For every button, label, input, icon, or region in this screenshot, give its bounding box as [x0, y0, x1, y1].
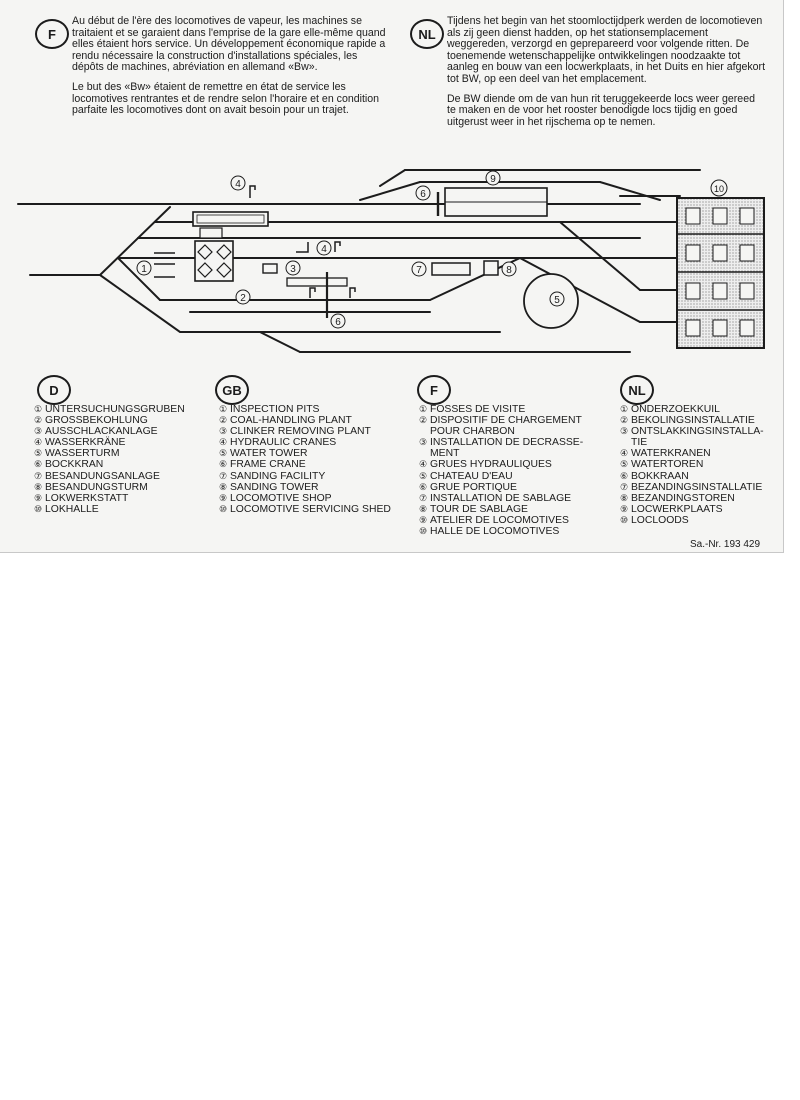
legend-number: ⑦: [620, 481, 629, 492]
clinker-removing-plant: [263, 264, 277, 273]
legend-item: [34, 404, 209, 415]
legend-text: SANDING FACILITY: [230, 470, 326, 482]
legend-item: [219, 482, 399, 493]
french-paragraph-1: Au début de l'ère des locomotives de vapeur, les machines se traitaient et se garaient dans l'emprise de la gare elle-même quand elles étaient hors service. Un développement économique rapide a rendu nécessaire la construction d'installations spéciales, les dépôts de machines, abréviation en allemand «Bw».: [72, 15, 386, 74]
legend-number: ⑤: [34, 448, 43, 459]
callout-10: [711, 180, 727, 196]
callout-5-text: 5: [554, 295, 560, 306]
callout-2-text: 2: [240, 293, 246, 304]
legend-text: DISPOSITIF DE CHARGEMENT POUR CHARBON: [430, 415, 582, 438]
sanding-facility: [432, 263, 470, 275]
legend-text: TOUR DE SABLAGE: [430, 503, 528, 515]
callout-8: [502, 262, 516, 276]
legend-number: ⑥: [219, 459, 228, 470]
legend-number: ⑩: [620, 514, 629, 525]
legend-item: [34, 426, 209, 437]
legend-item: [34, 504, 209, 515]
legend-number: ⑤: [620, 459, 629, 470]
legend-number: ②: [219, 415, 228, 426]
legend-number: ①: [219, 404, 228, 414]
callout-6-upper-text: 6: [420, 189, 426, 200]
legend-text: CLINKER REMOVING PLANT: [230, 426, 371, 438]
legend-item: [34, 448, 209, 459]
callout-10-text: 10: [713, 184, 725, 194]
legend-text: LOCLOODS: [631, 514, 689, 526]
legend-number: ⑥: [34, 459, 43, 470]
callout-6-lower: [331, 314, 345, 328]
legend-item: [419, 515, 609, 526]
callout-9-text: 9: [490, 174, 496, 185]
legend-text: GRUES HYDRAULIQUES: [430, 459, 552, 471]
legend-item: [419, 415, 609, 437]
legend-item: [620, 404, 780, 415]
legend-text: ATELIER DE LOCOMOTIVES: [430, 514, 569, 526]
legend-english-badge: GB: [215, 375, 249, 405]
legend-text: HALLE DE LOCOMOTIVES: [430, 526, 560, 538]
legend-number: ②: [34, 415, 43, 426]
legend-item: [419, 493, 609, 504]
inspection-pits: [154, 253, 175, 277]
legend-item: [620, 448, 780, 459]
legend-item: [620, 471, 780, 482]
legend-text: INSTALLATION DE DECRASSE- MENT: [430, 437, 584, 460]
callout-4-middle: [317, 241, 331, 255]
french-paragraph-2: Le but des «Bw» étaient de remettre en état de service les locomotives rentrantes et de rendre selon l'horaire et en condition parfaite les locomotives dont on avait besoin pour un trajet.: [72, 80, 380, 117]
legend-number: ④: [419, 459, 428, 470]
legend-number: ④: [219, 437, 228, 448]
callout-6-upper: [416, 186, 430, 200]
callout-4-middle-text: 4: [321, 244, 327, 255]
legend-text: LOKWERKSTATT: [45, 492, 129, 504]
dutch-badge: NL: [410, 19, 444, 49]
legend-item: [419, 526, 609, 537]
legend-number: ⑧: [419, 503, 428, 514]
legend-text: COAL-HANDLING PLANT: [230, 415, 352, 427]
legend-number: ⑩: [419, 526, 428, 537]
callout-3: [286, 261, 300, 275]
legend-number: ⑤: [419, 470, 428, 481]
legend-english: [219, 404, 399, 515]
legend-text: BOCKKRAN: [45, 459, 104, 471]
legend-number: ⑦: [219, 470, 228, 481]
legend-number: ⑥: [620, 470, 629, 481]
legend-text: BEKOLINGSINSTALLATIE: [631, 415, 755, 427]
legend-text: INSTALLATION DE SABLAGE: [430, 492, 572, 504]
callout-7: [412, 262, 426, 276]
locomotive-servicing-shed: [677, 198, 764, 348]
legend-item: [419, 459, 609, 470]
legend-german-badge: D: [37, 375, 71, 405]
legend-number: ⑧: [219, 481, 228, 492]
legend-number: ⑤: [219, 448, 228, 459]
legend-text: WASSERKRÄNE: [45, 437, 126, 449]
callout-4-upper: [231, 176, 245, 190]
legend-text: GROSSBEKOHLUNG: [45, 415, 148, 427]
legend-dutch-badge: NL: [620, 375, 654, 405]
legend-item: [419, 482, 609, 493]
callout-4-upper-text: 4: [235, 179, 241, 190]
legend-item: [219, 448, 399, 459]
callout-8-text: 8: [506, 265, 512, 276]
legend-french: [419, 404, 609, 537]
legend-text: ONTSLAKKINGSINSTALLA- TIE: [631, 426, 764, 449]
legend-item: [34, 493, 209, 504]
callout-1: [137, 261, 151, 275]
coal-handling-plant: [193, 212, 268, 281]
legend-item: [219, 471, 399, 482]
legend-text: LOCOMOTIVE SERVICING SHED: [230, 503, 391, 515]
legend-item: [219, 404, 399, 415]
legend-number: ②: [620, 415, 629, 426]
legend-number: ③: [620, 426, 629, 437]
callout-7-text: 7: [416, 265, 422, 276]
legend-number: ②: [419, 415, 428, 426]
legend-number: ③: [34, 426, 43, 437]
legend-item: [219, 426, 399, 437]
legend-number: ⑦: [419, 492, 428, 503]
legend-text: WATERKRANEN: [631, 448, 711, 460]
french-badge: F: [35, 19, 69, 49]
legend-item: [620, 459, 780, 470]
legend-number: ⑩: [34, 503, 43, 514]
legend-item: [419, 437, 609, 459]
legend-number: ③: [419, 437, 428, 448]
callout-5: [550, 292, 564, 306]
legend-item: [620, 504, 780, 515]
article-number: Sa.-Nr. 193 429: [690, 539, 761, 550]
legend-item: [219, 493, 399, 504]
callout-2: [236, 290, 250, 304]
legend-text: CHATEAU D'EAU: [430, 470, 513, 482]
legend-number: ⑦: [34, 470, 43, 481]
legend-text: LOCOMOTIVE SHOP: [230, 492, 332, 504]
legend-item: [620, 482, 780, 493]
locomotive-shop: [438, 188, 547, 216]
legend-number: ⑥: [419, 481, 428, 492]
legend-text: BOKKRAAN: [631, 470, 689, 482]
legend-text: ONDERZOEKKUIL: [631, 404, 720, 415]
legend-text: AUSSCHLACKANLAGE: [45, 426, 158, 438]
legend-number: ③: [219, 426, 228, 437]
legend-number: ④: [620, 448, 629, 459]
legend-item: [34, 437, 209, 448]
legend-german: [34, 404, 209, 515]
legend-number: ⑧: [34, 481, 43, 492]
legend-number: ①: [620, 404, 629, 414]
legend-text: INSPECTION PITS: [230, 404, 320, 415]
dutch-paragraph-1: Tijdens het begin van het stoomloctijdperk werden de locomotieven als zij geen dienst hadden, op het stationsemplacement weggereden, verzorgd en geprepareerd voor volgende ritten. De toenemende wetenschappelijke ontwikkelingen noodzaakte tot aanleg en bouw van een locwerkplaats, in het Duits en hier afgekort tot BW, op een deel van het emplacement.: [447, 15, 766, 85]
legend-text: HYDRAULIC CRANES: [230, 437, 337, 449]
callout-6-lower-text: 6: [335, 317, 341, 328]
legend-number: ⑨: [620, 503, 629, 514]
legend-text: WATER TOWER: [230, 448, 308, 460]
callout-9: [486, 171, 500, 185]
callout-3-text: 3: [290, 264, 296, 275]
legend-text: WATERTOREN: [631, 459, 704, 471]
legend-number: ⑧: [620, 492, 629, 503]
legend-text: FOSSES DE VISITE: [430, 404, 526, 415]
legend-item: [419, 504, 609, 515]
legend-item: [419, 404, 609, 415]
callout-1-text: 1: [141, 264, 147, 275]
legend-french-badge: F: [417, 375, 451, 405]
legend-number: ④: [34, 437, 43, 448]
sanding-tower: [484, 261, 498, 275]
legend-number: ①: [34, 404, 43, 414]
legend-item: [219, 415, 399, 426]
legend-item: [620, 415, 780, 426]
legend-text: LOKHALLE: [45, 503, 99, 515]
legend-number: ⑨: [419, 514, 428, 525]
legend-item: [34, 415, 209, 426]
legend-item: [219, 437, 399, 448]
legend-text: BESANDUNGSTURM: [45, 481, 148, 493]
legend-number: ⑨: [34, 492, 43, 503]
legend-item: [219, 459, 399, 470]
legend-item: [34, 471, 209, 482]
track-lines: [18, 170, 700, 352]
legend-text: BESANDUNGSANLAGE: [45, 470, 160, 482]
legend-text: UNTERSUCHUNGSGRUBEN: [45, 404, 185, 415]
dutch-paragraph-2: De BW diende om de van hun rit teruggekeerde locs weer gereed te maken en de voor het rooster benodigde locs tijdig en goed uitgerust weer in het rijschema op te nemen.: [447, 92, 755, 128]
legend-item: [34, 482, 209, 493]
legend-number: ⑨: [219, 492, 228, 503]
legend-text: FRAME CRANE: [230, 459, 306, 471]
legend-number: ⑩: [219, 503, 228, 514]
legend-text: BEZANDINGSINSTALLATIE: [631, 481, 763, 493]
legend-item: [219, 504, 399, 515]
legend-dutch: [620, 404, 780, 526]
legend-item: [34, 459, 209, 470]
legend-item: [419, 471, 609, 482]
legend-text: GRUE PORTIQUE: [430, 481, 517, 493]
legend-item: [620, 426, 780, 448]
legend-text: SANDING TOWER: [230, 481, 319, 493]
legend-text: WASSERTURM: [45, 448, 120, 460]
legend-text: LOCWERKPLAATS: [631, 503, 723, 515]
legend-item: [620, 515, 780, 526]
legend-text: BEZANDINGSTOREN: [631, 492, 735, 504]
legend-item: [620, 493, 780, 504]
legend-number: ①: [419, 404, 428, 414]
instruction-sheet: [0, 0, 784, 553]
